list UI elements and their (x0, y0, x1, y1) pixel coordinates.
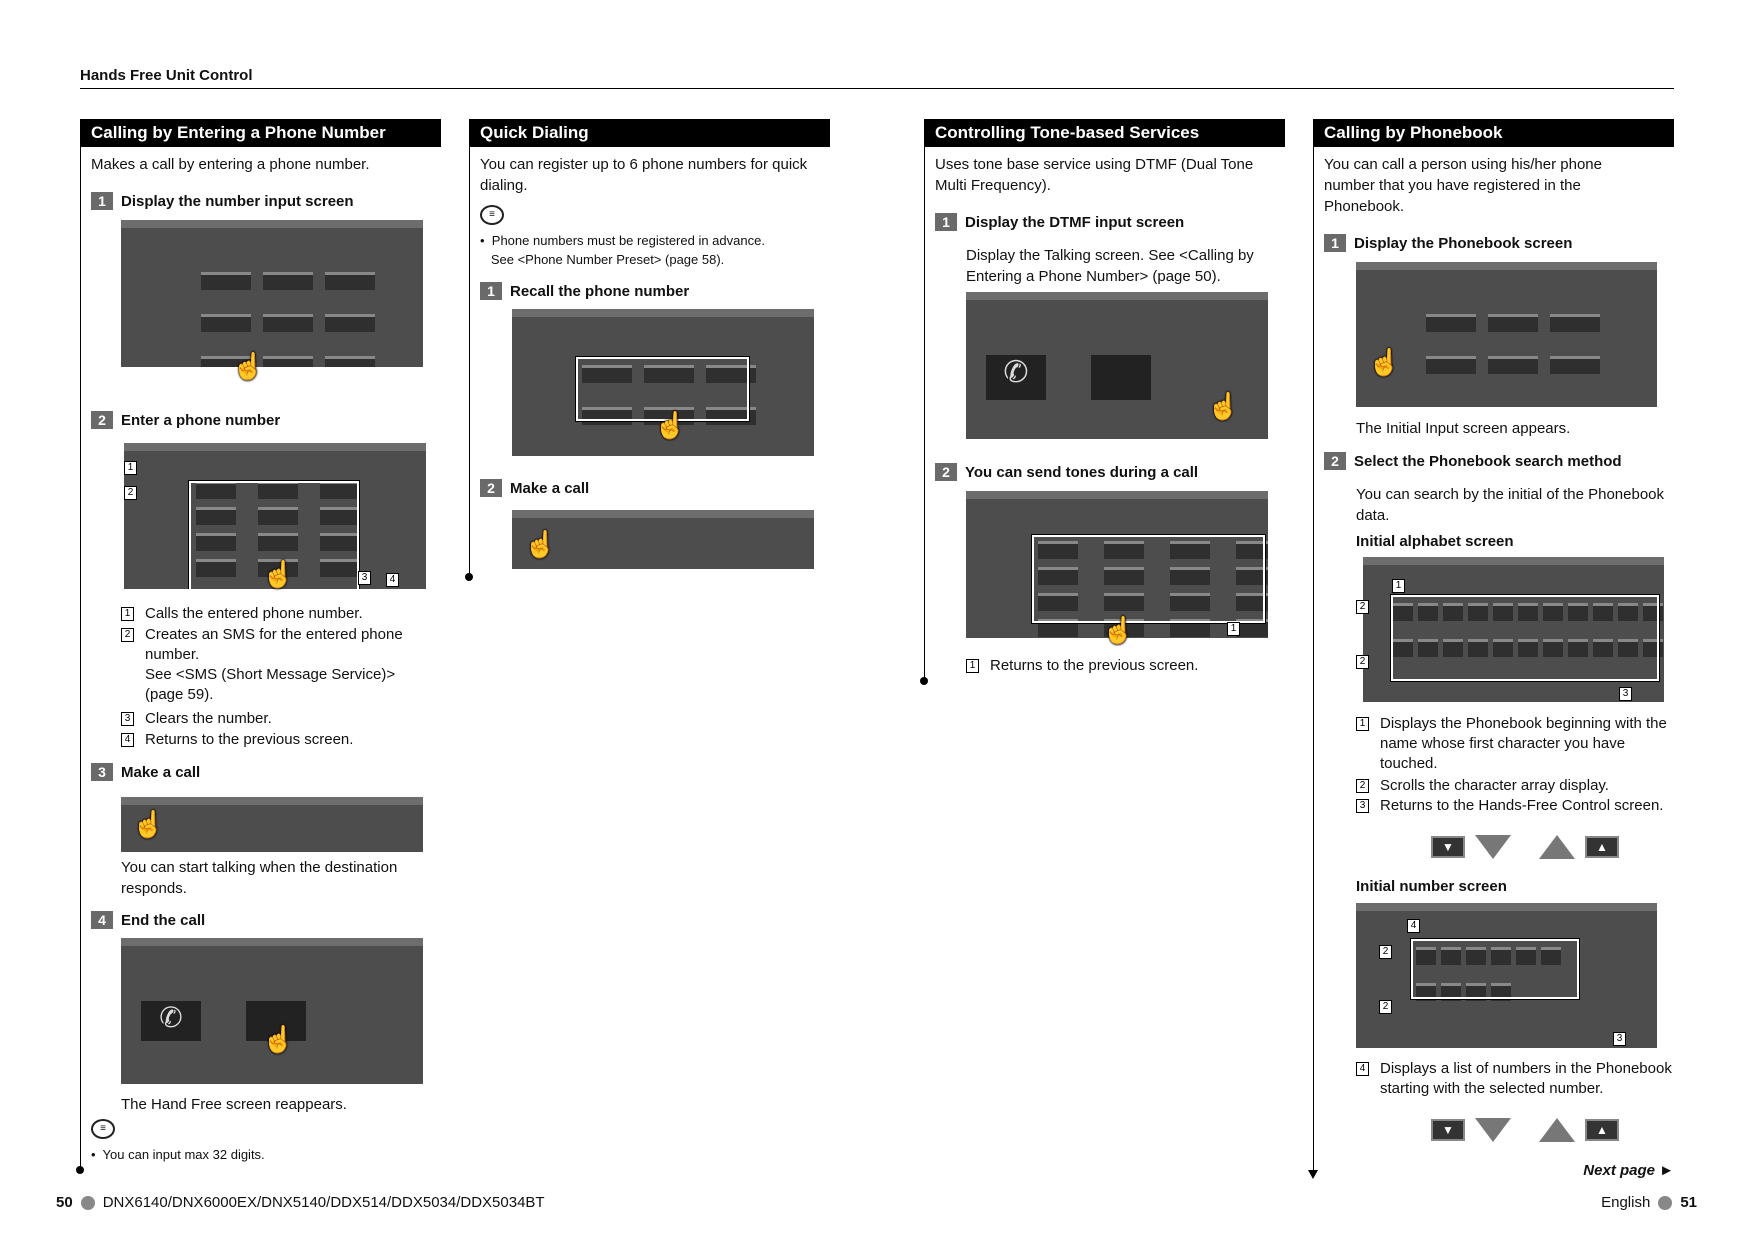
step-label: Display the Phonebook screen (1354, 234, 1573, 252)
make-call-screenshot (121, 797, 423, 852)
callout-2: 2 (1379, 945, 1392, 959)
step-number: 2 (935, 463, 957, 481)
col3-line (924, 119, 925, 681)
step-number: 1 (1324, 234, 1346, 252)
number-screen-title: Initial number screen (1356, 878, 1507, 895)
up-triangle-icon (1539, 835, 1575, 859)
page-number-left: 50 (56, 1194, 73, 1211)
up-triangle-icon (1539, 1118, 1575, 1142)
callout-item: 3 Clears the number. (121, 709, 431, 729)
pointing-hand-icon: ☝ (524, 529, 557, 559)
make-call-screenshot (512, 510, 814, 569)
step-number: 1 (935, 213, 957, 231)
note-text: • You can input max 32 digits. (91, 1147, 265, 1162)
intro-text: Uses tone base service using DTMF (Dual Tone Multi Frequency). (935, 156, 1254, 194)
end-dot (76, 1166, 84, 1174)
next-page-link[interactable]: Next page ► (1583, 1162, 1674, 1179)
phonebook-screenshot (1356, 262, 1657, 407)
pointing-hand-icon: ☝ (1207, 391, 1240, 421)
step-1 (935, 213, 1184, 231)
callout-3: 3 (358, 571, 371, 585)
bullet-icon (1658, 1196, 1672, 1210)
callout-item: 2 Creates an SMS for the entered phone number. See <SMS (Short Message Service)> (page 59). (121, 625, 431, 705)
step-3 (91, 763, 200, 781)
pointing-hand-icon: ☝ (232, 351, 265, 381)
section-title: Hands Free Unit Control (80, 67, 253, 84)
step-number: 2 (91, 411, 113, 429)
callout-2: 2 (1356, 655, 1369, 669)
step-1 (480, 282, 689, 300)
footer-left (56, 1194, 545, 1211)
pointing-hand-icon: ☝ (262, 559, 295, 589)
callout-2: 2 (1379, 1000, 1392, 1014)
callout-1: 1 (1227, 622, 1240, 636)
step2-text: You can search by the initial of the Phonebook data. (1356, 486, 1664, 524)
intro-text: You can call a person using his/her phone number that you have registered in the Phonebook. (1324, 156, 1602, 215)
alphabet-screen-title: Initial alphabet screen (1356, 533, 1514, 550)
section-header: Quick Dialing (469, 119, 830, 147)
step1-text: The Initial Input screen appears. (1356, 420, 1571, 437)
end-call-screenshot (121, 938, 423, 1084)
bullet-icon (81, 1196, 95, 1210)
section-header: Calling by Entering a Phone Number (80, 119, 441, 147)
pointing-hand-icon: ☝ (1102, 615, 1135, 645)
step-2 (1324, 452, 1622, 470)
step-label: Display the DTMF input screen (965, 213, 1185, 231)
step-number: 2 (1324, 452, 1346, 470)
phone-icon: ✆ (986, 355, 1046, 400)
scroll-down-button-icon: ▼ (1431, 1119, 1465, 1141)
pointing-hand-icon: ☝ (262, 1024, 295, 1054)
section-header: Controlling Tone-based Services (924, 119, 1285, 147)
callout-3: 3 (1613, 1032, 1626, 1046)
scroll-icons (1431, 835, 1619, 859)
intro-text: Makes a call by entering a phone number. (91, 156, 370, 173)
page-number-right: 51 (1680, 1194, 1697, 1211)
step-number: 1 (480, 282, 502, 300)
scroll-icons (1431, 1118, 1619, 1142)
hangup-icon (1091, 355, 1151, 400)
step-number: 2 (480, 479, 502, 497)
end-dot (920, 677, 928, 685)
col4-line (1313, 119, 1314, 1173)
callout-item: 4 Returns to the previous screen. (121, 730, 431, 750)
step-number: 3 (91, 763, 113, 781)
footer-right (1601, 1194, 1697, 1211)
callout-2: 2 (124, 486, 137, 500)
callout-item: 4 Displays a list of numbers in the Phonebook starting with the selected number. (1356, 1059, 1674, 1099)
pointing-hand-icon: ☝ (654, 410, 687, 440)
callout-1: 1 (124, 461, 137, 475)
step-1 (1324, 234, 1572, 252)
end-dot (465, 573, 473, 581)
alphabet-screenshot (1363, 557, 1664, 702)
step-label: Recall the phone number (510, 282, 690, 300)
step-1 (91, 192, 354, 210)
step-label: You can send tones during a call (965, 463, 1199, 481)
step1-text: Display the Talking screen. See <Calling by Entering a Phone Number> (page 50). (966, 247, 1254, 285)
scroll-down-button-icon: ▼ (1431, 836, 1465, 858)
note-text: • Phone numbers must be registered in advance. See <Phone Number Preset> (page 58). (480, 233, 765, 267)
model-list: DNX6140/DNX6000EX/DNX5140/DDX514/DDX5034/DDX5034BT (102, 1194, 545, 1211)
callout-1: 1 (1392, 579, 1405, 593)
number-screenshot (1356, 903, 1657, 1048)
step-label: Make a call (510, 479, 590, 497)
callout-item: 1 Calls the entered phone number. (121, 604, 431, 624)
step-2 (480, 479, 589, 497)
header-rule (80, 88, 1674, 89)
note-memo-icon: ≡ (91, 1119, 115, 1139)
pointing-hand-icon: ☝ (1368, 347, 1401, 377)
step-label: Select the Phonebook search method (1354, 452, 1622, 470)
step-label: Display the number input screen (121, 192, 354, 210)
callout-item: 1 Displays the Phonebook beginning with the name whose first character you have touched. (1356, 714, 1674, 774)
callout-3: 3 (1619, 687, 1632, 701)
callout-4: 4 (1407, 919, 1420, 933)
continue-arrow-icon (1308, 1170, 1318, 1179)
down-triangle-icon (1475, 1118, 1511, 1142)
step-2 (91, 411, 280, 429)
note-memo-icon: ≡ (480, 205, 504, 225)
scroll-up-button-icon: ▲ (1585, 836, 1619, 858)
col2-line (469, 119, 470, 577)
phone-icon: ✆ (141, 1001, 201, 1041)
callout-4: 4 (386, 573, 399, 587)
callout-2: 2 (1356, 600, 1369, 614)
col1-line (80, 119, 81, 1170)
step3-text: You can start talking when the destination responds. (121, 859, 398, 897)
number-input-screenshot (121, 220, 423, 367)
step-number: 1 (91, 192, 113, 210)
callout-item: 2 Scrolls the character array display. (1356, 776, 1674, 796)
step4-text: The Hand Free screen reappears. (121, 1096, 347, 1113)
step-label: Enter a phone number (121, 411, 281, 429)
scroll-up-button-icon: ▲ (1585, 1119, 1619, 1141)
pointing-hand-icon: ☝ (132, 809, 165, 839)
callout-item: 3 Returns to the Hands-Free Control screen. (1356, 796, 1674, 816)
down-triangle-icon (1475, 835, 1511, 859)
section-header: Calling by Phonebook (1313, 119, 1674, 147)
step-4 (91, 911, 205, 929)
callout-item: 1 Returns to the previous screen. (966, 656, 1276, 676)
step-label: End the call (121, 911, 206, 929)
step-label: Make a call (121, 763, 201, 781)
step-number: 4 (91, 911, 113, 929)
intro-text: You can register up to 6 phone numbers for quick dialing. (480, 156, 808, 194)
language: English (1601, 1194, 1651, 1211)
step-2 (935, 463, 1198, 481)
